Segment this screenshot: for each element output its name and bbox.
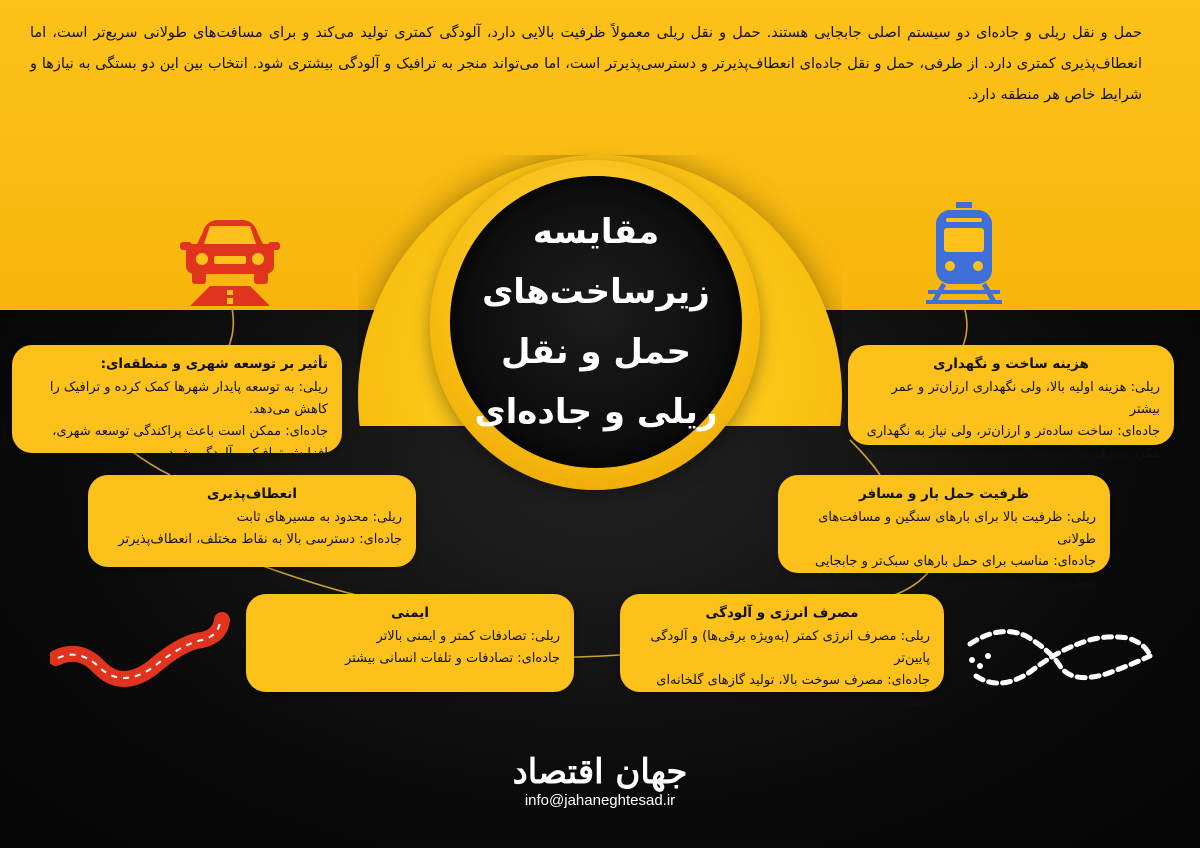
energy-box [620,594,944,710]
urban-rail: ریلی: به توسعه پایدار شهرها کمک کرده و ترافیک را کاهش می‌دهد. [49,380,328,417]
safety-title: ایمنی [391,605,429,621]
urban-road: جاده‌ای: ممکن است باعث پراکندگی توسعه شهری، افزایش ترافیک و آلودگی شود. [52,424,328,461]
cost-road: جاده‌ای: ساخت ساده‌تر و ارزان‌تر، ولی نیاز به نگهداری مکرر و پرهزینه [866,424,1160,461]
cost-title: هزینه ساخت و نگهداری [933,356,1089,372]
urban-development-box [12,345,342,461]
intro-paragraph: حمل و نقل ریلی و جاده‌ای دو سیستم اصلی جابجایی هستند. حمل و نقل ریلی معمولاً ظرفیت بالایی دارد، آلودگی کمتری تولید می‌کند و برای مسافت‌های طولانی سریع‌تر است، اما انعطاف‌پذیری کمتری دارد. از طرفی، حمل و نقل جاده‌ای انعطاف‌پذیرتر و دسترسی‌پذیرتر است، اما می‌تواند منجر به ترافیک و آلودگی بیشتری شود. انتخاب بین این دو بستگی به نیازها و شرایط خاص هر منطقه دارد. [30,25,1142,103]
capacity-title: ظرفیت حمل بار و مسافر [858,486,1030,502]
car-icon [180,214,280,306]
flex-road: جاده‌ای: دسترسی بالا به نقاط مختلف، انعطاف‌پذیرتر [118,532,402,547]
flex-rail: ریلی: محدود به مسیرهای ثابت [236,510,402,525]
safety-rail: ریلی: تصادفات کمتر و ایمنی بالاتر [376,629,560,644]
cost-rail: ریلی: هزینه اولیه بالا، ولی نگهداری ارزان‌تر و عمر بیشتر [891,380,1160,417]
title-circle [450,176,742,468]
urban-title: تأثیر بر توسعه شهری و منطقه‌ای: [100,356,328,372]
contact-email[interactable]: info@jahaneghtesad.ir [524,792,676,809]
energy-road: جاده‌ای: مصرف سوخت بالا، تولید گازهای گلخانه‌ای بیشتر [656,673,930,710]
capacity-road: جاده‌ای: مناسب برای حمل بارهای سبک‌تر و جابجایی محلی [815,554,1096,591]
flex-title: انعطاف‌پذیری [207,486,297,502]
safety-road: جاده‌ای: تصادفات و تلفات انسانی بیشتر [345,651,560,666]
cost-box [848,345,1174,461]
energy-rail: ریلی: مصرف انرژی کمتر (به‌ویژه برقی‌ها) و آلودگی پایین‌تر [650,629,930,666]
page-title: مقایسه زیرساخت‌های حمل و نقل ریلی و جاده‌ای [474,212,718,432]
energy-title: مصرف انرژی و آلودگی [705,605,859,621]
capacity-box [778,475,1110,591]
flexibility-box [88,475,416,567]
train-icon [926,202,1002,308]
winding-railway-icon [960,622,1160,692]
winding-road-icon [50,612,230,694]
capacity-rail: ریلی: ظرفیت بالا برای بارهای سنگین و مسافت‌های طولانی [818,510,1096,547]
brand-logo: جهان اقتصاد [512,752,688,792]
safety-box [246,594,574,692]
